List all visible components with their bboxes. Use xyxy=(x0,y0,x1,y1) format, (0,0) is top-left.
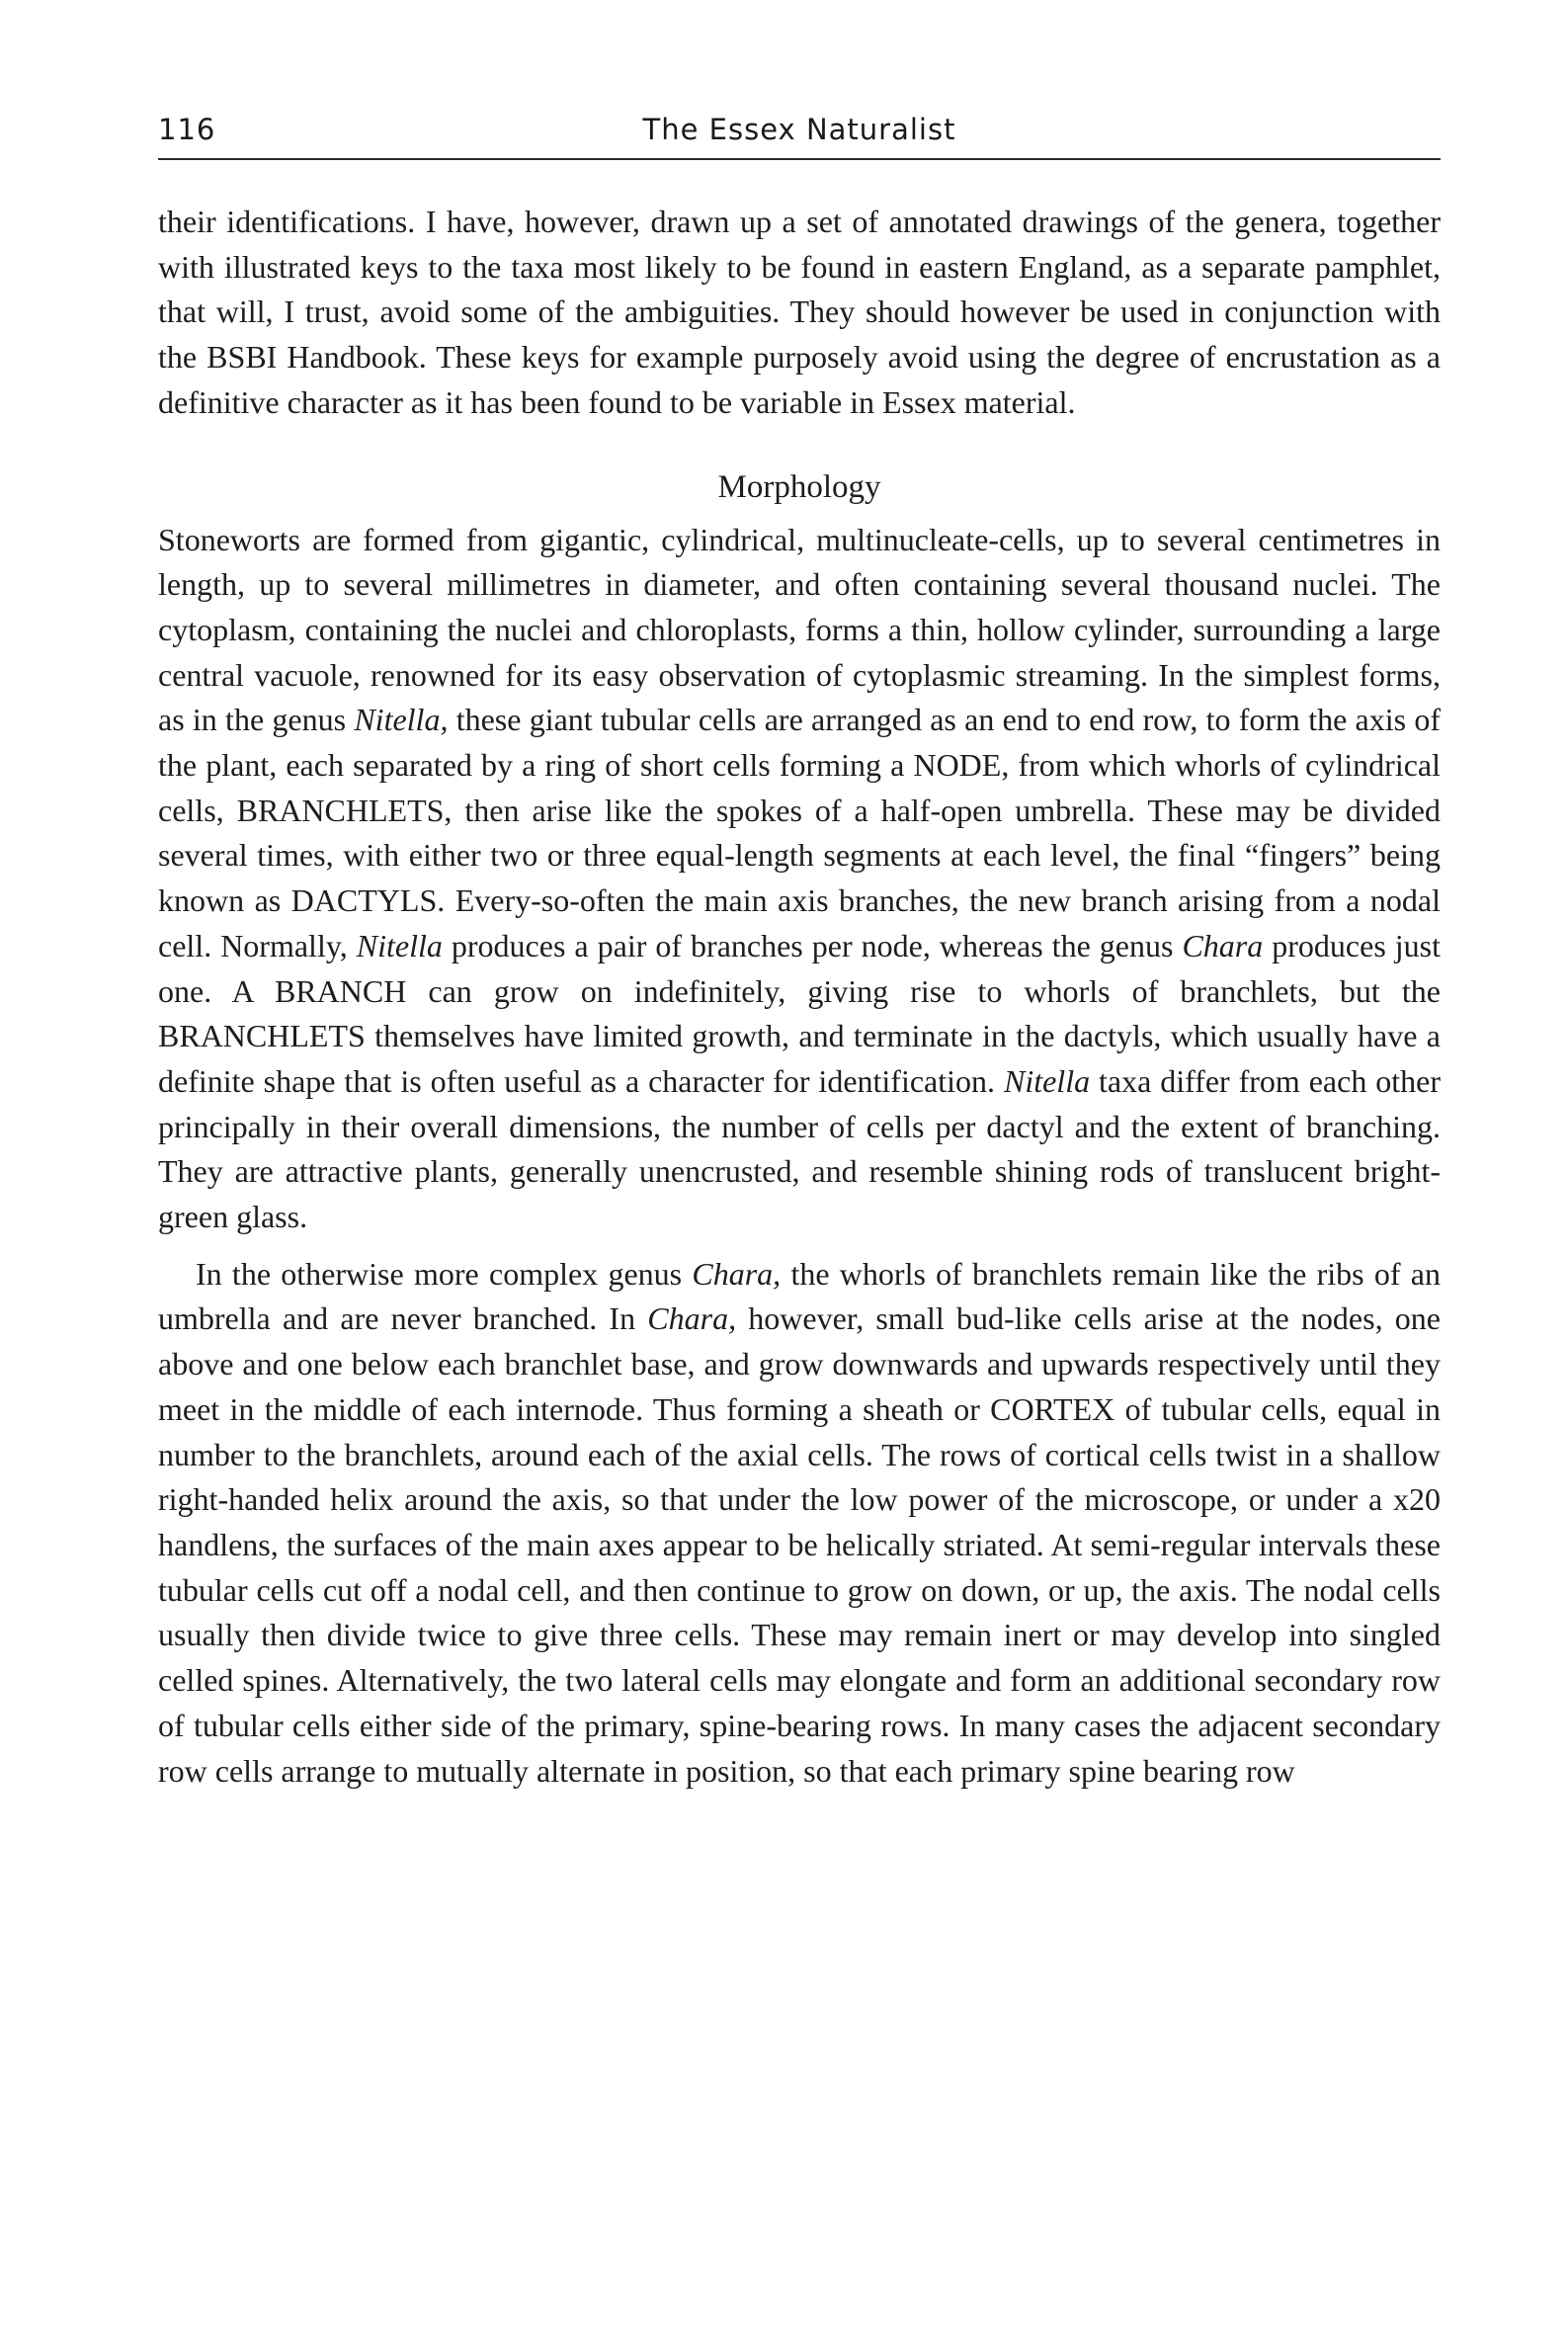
taxon-name: Nitella xyxy=(356,927,443,963)
taxon-name: Chara, xyxy=(692,1255,782,1292)
text-run: these giant tubular cells are arranged as an end to end row, to form the axis of the plant, each separated by a ring of short cells forming a NODE, from which whorls of cylindrical cells, BRANCHLETS, then arise like the spokes of a half-open umbrella. These may be divided several times, with either two or three equal-length segments at each level, the final “fingers” being known as DACTYLS. Every-so-often the main axis branches, the new branch arising from a nodal cell. Normally, xyxy=(158,702,1442,963)
header-rule xyxy=(158,158,1441,160)
text-run: taxa differ from each other principally in their overall dimensions, the number of cells per dactyl and the extent of branching. They are attractive plants, generally unencrusted, and resemble shining rods of translucent bright-green glass. xyxy=(158,1062,1442,1235)
text-run: however, small bud-like cells arise at the nodes, one above and one below each branchlet base, and grow downwards and upwards respectively until they meet in the middle of each internode. Thus forming a sheath or CORTEX of tubular cells, equal in number to the branchlets, around each of the axial cells. The rows of cortical cells twist in a shallow right-handed helix around the axis, so that under the low power of the microscope, or under a x20 handlens, the surfaces of the main axes appear to be helically striated. At semi-regular intervals these tubular cells cut off a nodal cell, and then continue to grow on down, or up, the axis. The nodal cells usually then divide twice to give three cells. These may remain inert or may develop into singled celled spines. Alternatively, the two lateral cells may elongate and form an additional secondary row of tubular cells either side of the primary, spine-bearing rows. In many cases the adjacent secondary row cells arrange to mutually alternate in position, so that each primary spine bearing row xyxy=(158,1300,1442,1789)
page xyxy=(158,99,1441,1794)
taxon-name: Nitella xyxy=(1003,1062,1091,1099)
journal-title: The Essex Naturalist xyxy=(642,113,956,146)
text-run: produces just one. A BRANCH can grow on indefinitely, giving rise to whorls of branchlets, but the BRANCHLETS themselves have limited growth, and terminate in the dactyls, which usually have a definite shape that is often useful as a character for identification. xyxy=(158,927,1442,1099)
text-run: Stoneworts are formed from gigantic, cylindrical, multinucleate-cells, up to several centimetres in length, up to several millimetres in diameter, and often containing several thousand nuclei. The cytoplasm, containing the nuclei and chloroplasts, forms a thin, hollow cylinder, surrounding a large central vacuole, renowned for its easy observation of cytoplasmic streaming. In the simplest forms, as in the genus xyxy=(158,521,1441,738)
section-heading-morphology: Morphology xyxy=(717,468,881,505)
text-run: produces a pair of branches per node, whereas the genus xyxy=(442,927,1183,963)
body-text xyxy=(158,200,1441,1794)
page-number: 116 xyxy=(158,113,216,146)
text-run: In the otherwise more complex genus xyxy=(196,1255,693,1292)
paragraph-chara xyxy=(158,1252,1441,1794)
paragraph-identifications: their identifications. I have, however, drawn up a set of annotated drawings of the genera, together with illustrated keys to the taxa most likely to be found in eastern England, as a separate pamphlet, that will, I trust, avoid some of the ambiguities. They should however be used in conjunction with the BSBI Handbook. These keys for example purposely avoid using the degree of encrustation as a definitive character as it has been found to be variable in Essex material. xyxy=(158,204,1441,420)
taxon-name: Chara xyxy=(1182,927,1264,963)
running-head xyxy=(158,99,1441,152)
paragraph-morphology xyxy=(158,518,1441,1240)
taxon-name: Nitella, xyxy=(354,702,449,738)
text-run: the whorls of branchlets remain like the ribs of an umbrella and are never branched. In xyxy=(158,1255,1442,1337)
taxon-name: Chara, xyxy=(647,1300,737,1337)
